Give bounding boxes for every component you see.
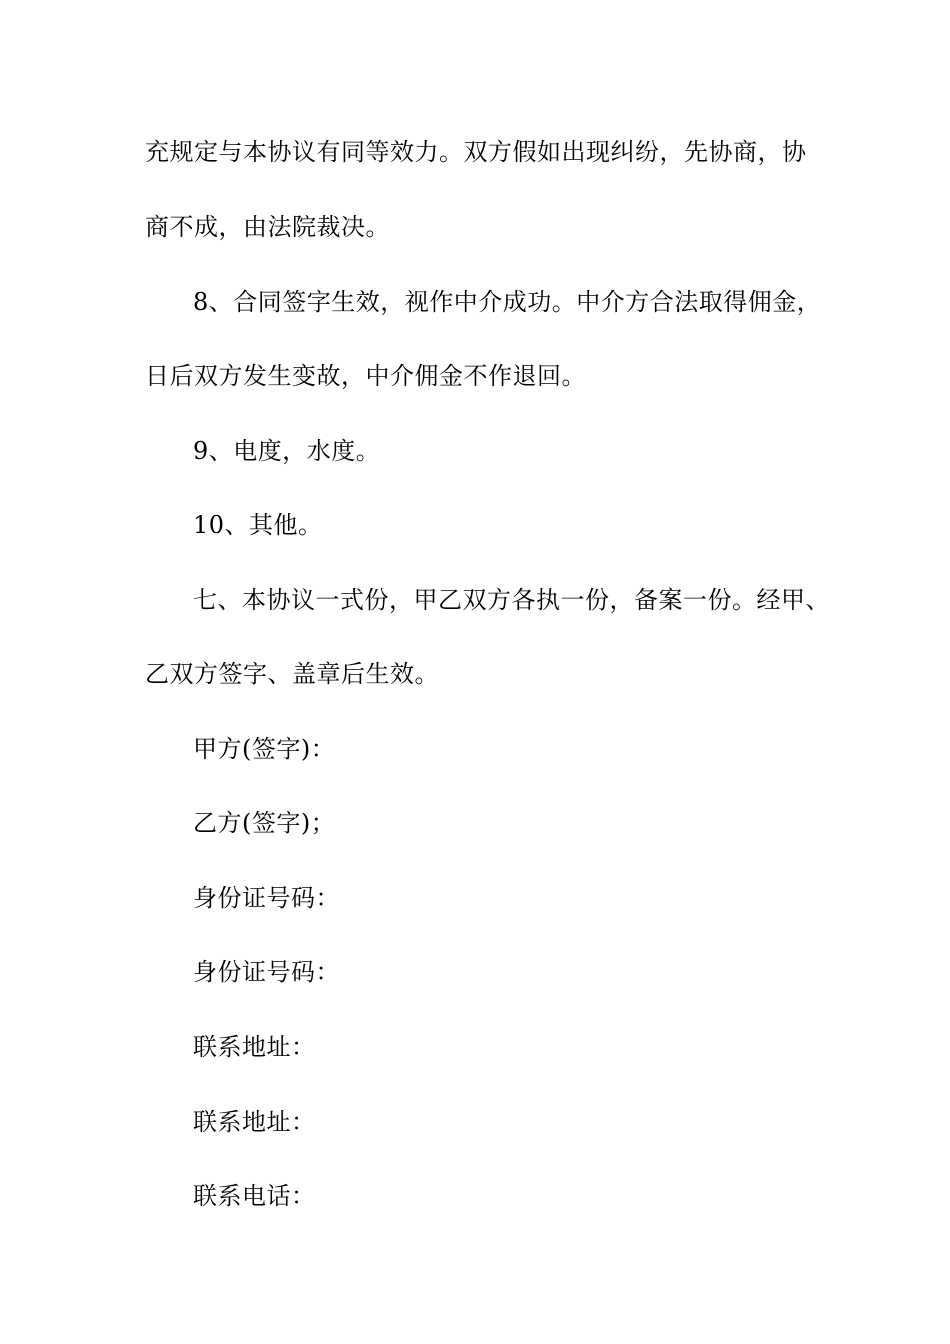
clause-9: 9、电度，水度。 — [193, 437, 381, 465]
section-7-line-1: 七、本协议一式份，甲乙双方各执一份，备案一份。经甲、 — [193, 586, 830, 614]
section-7-line-2: 乙双方签字、盖章后生效。 — [145, 660, 439, 688]
id-number-field-b: 身份证号码： — [193, 958, 340, 986]
id-number-field-a: 身份证号码： — [193, 884, 340, 912]
party-a-signature-field: 甲方(签字)： — [193, 735, 336, 763]
contact-address-field-a: 联系地址： — [193, 1033, 316, 1061]
clause-10: 10、其他。 — [193, 511, 323, 539]
clause-8-line-1: 8、合同签字生效，视作中介成功。中介方合法取得佣金， — [193, 288, 822, 316]
contact-phone-field: 联系电话： — [193, 1182, 316, 1210]
contact-address-field-b: 联系地址： — [193, 1108, 316, 1136]
clause-7-continuation-line-1: 充规定与本协议有同等效力。双方假如出现纠纷，先协商，协 — [145, 138, 807, 166]
party-b-signature-field: 乙方(签字)； — [193, 809, 336, 837]
clause-8-line-2: 日后双方发生变故，中介佣金不作退回。 — [145, 362, 586, 390]
clause-7-continuation-line-2: 商不成，由法院裁决。 — [145, 213, 390, 241]
